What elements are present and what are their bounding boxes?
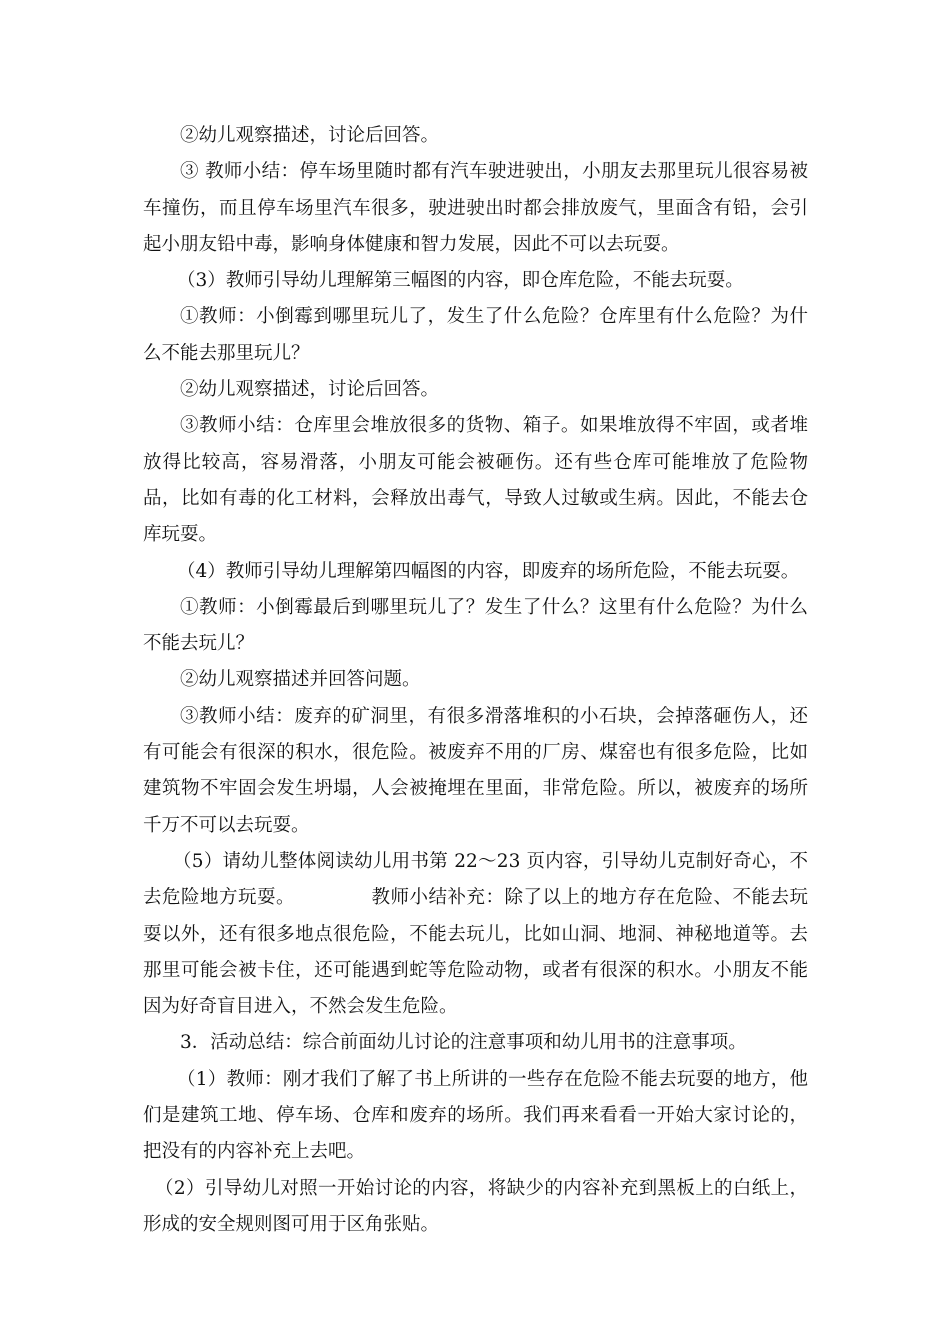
paragraph-summary-warehouse: ③教师小结：仓库里会堆放很多的货物、箱子。如果堆放得不牢固，或者堆放得比较高，容易滑落，小朋友可能会被砸伤。还有些仓库可能堆放了危险物品，比如有毒的化工材料，会释放出毒气，导致人过敏或生病。因此，不能去仓库玩耍。 [143, 415, 808, 546]
paragraph-summary-parking: ③ 教师小结：停车场里随时都有汽车驶进驶出，小朋友去那里玩儿很容易被车撞伤，而且停车场里汽车很多，驶进驶出时都会排放废气，里面含有铅，会引起小朋友铅中毒，影响身体健康和智力发展，因此不可以去玩耍。 [143, 161, 808, 255]
paragraph-step-5 [143, 844, 808, 1025]
paragraph-summary-abandoned: ③教师小结：废弃的矿洞里，有很多滑落堆积的小石块，会掉落砸伤人，还有可能会有很深的积水，很危险。被废弃不用的厂房、煤窑也有很多危险，比如建筑物不牢固会发生坍塌，人会被掩埋在里面，非常危险。所以，被废弃的场所千万不可以去玩耍。 [143, 705, 808, 836]
paragraph-question-abandoned: ①教师：小倒霉最后到哪里玩儿了？发生了什么？这里有什么危险？为什么不能去玩儿？ [143, 596, 808, 655]
paragraph-step-3: （3）教师引导幼儿理解第三幅图的内容，即仓库危险，不能去玩耍。 [177, 270, 744, 292]
paragraph-step-5-supplement: 教师小结补充：除了以上的地方存在危险、不能去玩耍以外，还有很多地点很危险，不能去玩儿，比如山洞、地洞、神秘地道等。去那里可能会被卡住，还可能遇到蛇等危险动物，或者有很深的积水。小朋友不能因为好奇盲目进入，不然会发生危险。 [143, 887, 808, 1018]
paragraph-summary-guide: （2）引导幼儿对照一开始讨论的内容，将缺少的内容补充到黑板上的白纸上，形成的安全规则图可用于区角张贴。 [143, 1177, 808, 1235]
document-body [143, 118, 808, 1243]
paragraph-question-warehouse: ①教师：小倒霉到哪里玩儿了，发生了什么危险？仓库里有什么危险？为什么不能去那里玩儿？ [143, 306, 808, 364]
paragraph-summary-teacher: （1）教师：刚才我们了解了书上所讲的一些存在危险不能去玩耍的地方，他们是建筑工地、停车场、仓库和废弃的场所。我们再来看看一开始大家讨论的，把没有的内容补充上去吧。 [143, 1068, 808, 1163]
paragraph-activity-summary: 3．活动总结：综合前面幼儿讨论的注意事项和幼儿用书的注意事项。 [180, 1032, 747, 1054]
paragraph-observe-2: ②幼儿观察描述，讨论后回答。 [180, 379, 440, 401]
paragraph-step-4: （4）教师引导幼儿理解第四幅图的内容，即废弃的场所危险，不能去玩耍。 [177, 560, 800, 582]
paragraph-observe-3: ②幼儿观察描述并回答问题。 [180, 669, 421, 691]
paragraph-step-5-reading: （5）请幼儿整体阅读幼儿用书第 22～23 页内容，引导幼儿克制好奇心，不去危险地方玩耍。 [143, 850, 808, 909]
paragraph-observe-1: ②幼儿观察描述，讨论后回答。 [180, 125, 440, 146]
